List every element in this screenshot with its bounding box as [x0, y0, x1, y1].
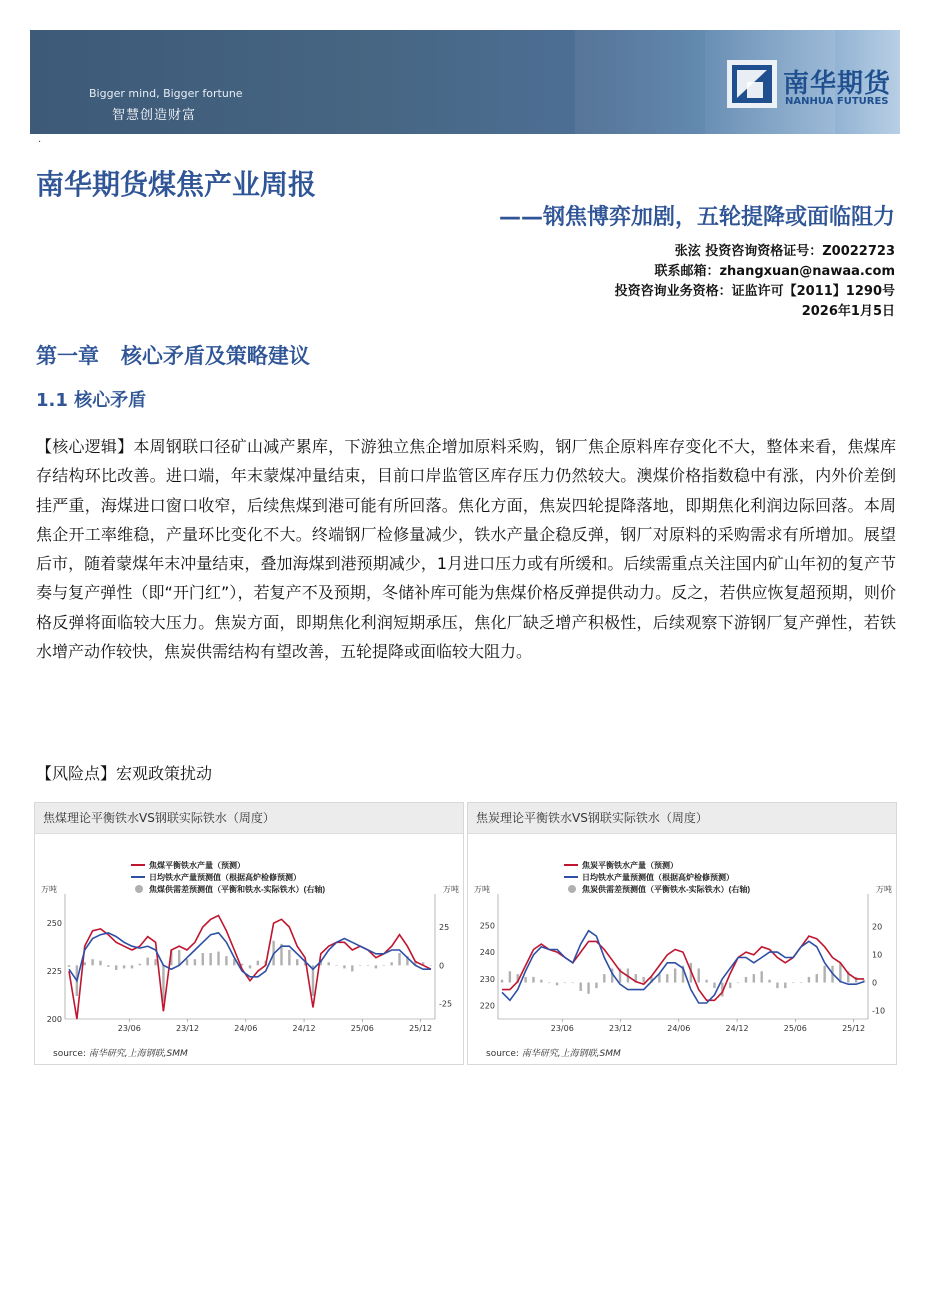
tagline-cn: 智慧创造财富: [112, 108, 197, 123]
report-date: 2026年1月5日: [801, 304, 895, 319]
chart-coke: [468, 834, 896, 1034]
x-tick-label: 23/06: [550, 1024, 574, 1033]
bar: [296, 959, 298, 965]
bar: [792, 983, 794, 984]
email-line: 联系邮箱：zhangxuan@nawaa.com: [654, 264, 895, 279]
bar: [194, 959, 196, 965]
bar: [800, 983, 802, 984]
legend-label: 焦炭平衡铁水产量（预测）: [582, 861, 678, 870]
legend-label: 焦炭供需差预测值（平衡铁水-实际铁水）(右轴): [582, 885, 750, 894]
bar: [603, 974, 605, 982]
bar: [123, 965, 125, 968]
bar: [753, 974, 755, 982]
legend-marker: [568, 885, 576, 893]
left-tick-label: 230: [479, 974, 495, 984]
right-axis-unit: 万吨: [443, 885, 459, 894]
left-axis-unit: 万吨: [474, 885, 490, 894]
bar: [430, 965, 432, 966]
bar: [367, 965, 369, 966]
bar: [84, 962, 86, 965]
right-tick-label: -10: [872, 1006, 886, 1016]
bar: [666, 974, 668, 982]
bar: [540, 980, 542, 983]
logo-text-en: NANHUA FUTURES: [785, 96, 889, 107]
page-marker: ·: [38, 137, 42, 148]
bar: [217, 952, 219, 966]
bar: [327, 962, 329, 965]
bar: [225, 956, 227, 965]
legend-marker: [135, 885, 143, 893]
bar: [823, 966, 825, 983]
chart-coking-coal: [35, 834, 463, 1034]
x-tick-label: 23/12: [176, 1024, 200, 1033]
author-info: [615, 242, 895, 322]
bar: [532, 977, 534, 983]
x-tick-label: 24/06: [234, 1024, 258, 1033]
bar: [729, 983, 731, 989]
nanhua-logo-icon: [727, 60, 777, 108]
x-tick-label: 25/06: [783, 1024, 807, 1033]
x-tick-label: 25/12: [842, 1024, 866, 1033]
bar: [139, 964, 141, 966]
bar: [556, 983, 558, 986]
x-tick-label: 25/12: [409, 1024, 433, 1033]
chart-panel-coking-coal: [34, 802, 464, 1065]
bar: [713, 983, 715, 989]
bar: [579, 983, 581, 991]
bar: [249, 965, 251, 968]
section-title: 1.1 核心矛盾: [36, 390, 147, 411]
bar: [595, 983, 597, 989]
bar: [524, 977, 526, 983]
bar: [674, 969, 676, 983]
bar: [257, 961, 259, 966]
left-tick-label: 220: [479, 1001, 495, 1011]
right-tick-label: 20: [872, 922, 883, 932]
bar: [99, 961, 101, 966]
bar: [737, 983, 739, 984]
report-title: 南华期货煤焦产业周报: [36, 168, 317, 201]
risk-paragraph: 【风险点】宏观政策扰动: [36, 764, 213, 783]
bar: [768, 980, 770, 983]
bar: [548, 983, 550, 984]
chapter-title: 第一章 核心矛盾及策略建议: [36, 344, 310, 368]
x-tick-label: 23/06: [117, 1024, 141, 1033]
bar: [146, 958, 148, 966]
bar: [698, 969, 700, 983]
right-tick-label: 0: [872, 978, 878, 988]
bar: [107, 965, 109, 967]
bar: [390, 962, 392, 965]
bar: [162, 965, 164, 1002]
bar: [335, 965, 337, 966]
chart-panel-title: 焦煤理论平衡铁水VS钢联实际铁水（周度）: [35, 803, 463, 834]
x-tick-label: 24/12: [292, 1024, 316, 1033]
left-tick-label: 240: [479, 948, 495, 958]
bar: [776, 983, 778, 989]
legend-label: 焦煤供需差预测值（平衡和铁水-实际铁水）(右轴): [149, 885, 325, 894]
report-subtitle: ——钢焦博弈加剧，五轮提降或面临阻力: [498, 205, 895, 230]
bar: [784, 983, 786, 989]
bar: [705, 980, 707, 983]
bar: [808, 977, 810, 983]
chart-source: source: 南华研究,上海钢联,SMM: [486, 1049, 621, 1059]
core-logic-paragraph: 【核心逻辑】本周钢联口径矿山减产累库，下游独立焦企增加原料采购，钢厂焦企原料库存变化不大，整体来看，焦煤库存结构环比改善。进口端，年末蒙煤冲量结束，目前口岸监管区库存压力仍然较大。澳煤价格指数稳中有涨，内外价差倒挂严重，海煤进口窗口收窄，后续焦煤到港可能有所回落。焦化方面，焦炭四轮提降落地，即期焦化利润边际回落。本周焦企开工率维稳，产量环比变化不大。终端钢厂检修量减少，铁水产量企稳反弹，钢厂对原料的采购需求有所增加。展望后市，随着蒙煤年末冲量结束，叠加海煤到港预期减少，1月进口压力或有所缓和。后续需重点关注国内矿山年初的复产节奏与复产弹性（即“开门红”），若复产不及预期，冬储补库可能为焦煤价格反弹提供动力。反之，若供应恢复超预期，则价格反弹将面临较大压力。焦炭方面，即期焦化利润短期承压，焦化厂缺乏增产积极性，后续观察下游钢厂复产弹性，若铁水增产动作较快，焦炭供需结构有望改善，五轮提降或面临较大阻力。: [36, 437, 896, 662]
bar: [131, 965, 133, 968]
right-tick-label: -25: [439, 999, 453, 1009]
right-tick-label: 0: [439, 961, 445, 971]
bar: [398, 953, 400, 965]
chart-panel-title: 焦炭理论平衡铁水VS钢联实际铁水（周度）: [468, 803, 896, 834]
bar: [202, 953, 204, 965]
bar: [288, 950, 290, 965]
bar: [115, 965, 117, 970]
bar: [745, 977, 747, 983]
left-tick-label: 225: [46, 967, 62, 977]
bar: [383, 965, 385, 966]
header-banner: [30, 30, 900, 134]
bar: [359, 965, 361, 966]
bar: [564, 983, 566, 984]
bar: [760, 971, 762, 982]
x-tick-label: 24/12: [725, 1024, 749, 1033]
left-tick-label: 200: [46, 1015, 62, 1024]
bar: [343, 965, 345, 968]
bar: [178, 950, 180, 965]
bar: [351, 965, 353, 971]
left-tick-label: 250: [479, 921, 495, 931]
bar: [91, 959, 93, 965]
license-line: 投资咨询业务资格：证监许可【2011】1290号: [614, 284, 895, 299]
logo-text-cn: 南华期货: [783, 69, 892, 99]
legend-label: 日均铁水产量预测值（根据高炉检修预测）: [149, 873, 301, 882]
bar: [186, 959, 188, 965]
bar: [587, 983, 589, 994]
author-line: 张泫 投资咨询资格证号：Z0022723: [674, 244, 895, 259]
x-tick-label: 24/06: [667, 1024, 691, 1033]
bar: [501, 980, 503, 983]
chart-source: source: 南华研究,上海钢联,SMM: [53, 1049, 188, 1059]
bar: [375, 965, 377, 968]
right-tick-label: 25: [439, 923, 450, 932]
bar: [68, 965, 70, 967]
bar: [509, 971, 511, 982]
left-tick-label: 250: [46, 919, 62, 929]
x-tick-label: 23/12: [609, 1024, 633, 1033]
x-tick-label: 25/06: [350, 1024, 374, 1033]
bar: [154, 959, 156, 965]
right-axis-unit: 万吨: [876, 885, 892, 894]
bar: [209, 953, 211, 965]
legend-label: 日均铁水产量预测值（根据高炉检修预测）: [582, 873, 734, 882]
bar: [572, 983, 574, 984]
legend-label: 焦煤平衡铁水产量（预测）: [149, 861, 245, 870]
chart-panel-coke: [467, 802, 897, 1065]
right-tick-label: 10: [872, 950, 883, 960]
bar: [642, 977, 644, 983]
tagline-en: Bigger mind, Bigger fortune: [89, 87, 243, 100]
left-axis-unit: 万吨: [41, 885, 57, 894]
bar: [816, 974, 818, 982]
